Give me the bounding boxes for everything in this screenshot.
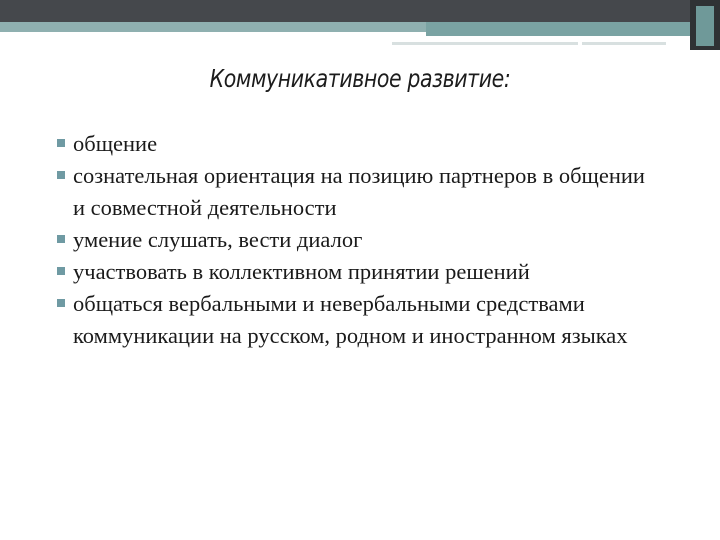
square-bullet-icon — [57, 299, 65, 307]
corner-decoration-accent — [696, 6, 714, 46]
bullet-item — [57, 288, 657, 352]
square-bullet-icon — [57, 235, 65, 243]
bullet-item — [57, 160, 657, 224]
bullet-text: общение — [73, 131, 158, 156]
bullet-text: умение слушать, вести диалог — [73, 227, 363, 252]
bullet-item — [57, 256, 657, 288]
square-bullet-icon — [57, 171, 65, 179]
bullet-item — [57, 128, 657, 160]
slide-title: Коммуникативное развитие: — [209, 64, 511, 93]
bullet-item — [57, 224, 657, 256]
header-bar — [0, 0, 720, 22]
bullet-text: сознательная ориентация на позицию партнеров в общении и совместной деятельности — [73, 163, 645, 220]
header-accent-strip-right — [426, 22, 720, 36]
header-accent-line — [582, 42, 666, 45]
square-bullet-icon — [57, 139, 65, 147]
bullet-list — [57, 128, 657, 352]
bullet-text: общаться вербальными и невербальными средствами коммуникации на русском, родном и иностранном языках — [73, 291, 628, 348]
square-bullet-icon — [57, 267, 65, 275]
header-accent-line — [392, 42, 578, 45]
bullet-text: участвовать в коллективном принятии решений — [73, 259, 530, 284]
